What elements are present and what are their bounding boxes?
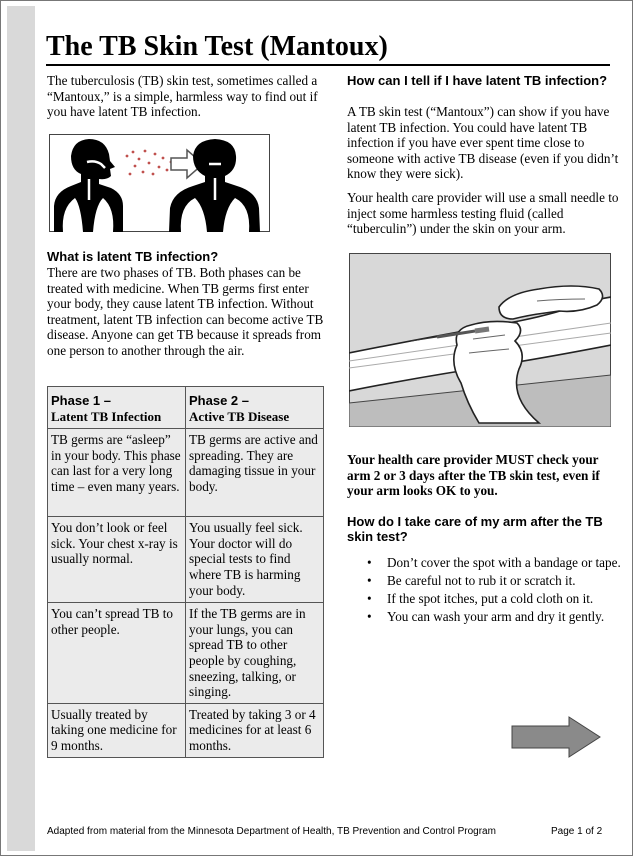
latent-heading: What is latent TB infection?: [47, 249, 219, 264]
table-cell: You usually feel sick. Your doctor will do special tests to find where TB is harming your body.: [186, 517, 324, 603]
intro-paragraph: The tuberculosis (TB) skin test, sometimes called a “Mantoux,” is a simple, harmless way to find out if you have latent TB infection.: [47, 73, 318, 120]
must-check-note: Your health care provider MUST check your arm 2 or 3 days after the TB skin test, even if your arm looks OK to you.: [347, 452, 600, 499]
table-cell: If the TB germs are in your lungs, you can spread TB to other people by coughing, sneezing, talking, or singing.: [186, 603, 324, 704]
table-cell: Treated by taking 3 or 4 medicines for at least 6 months.: [186, 703, 324, 757]
title-rule: [46, 64, 610, 66]
footer-source: Adapted from material from the Minnesota Department of Health, TB Prevention and Control Program: [47, 826, 496, 837]
phase1-header: Phase 1 – Latent TB Infection: [48, 387, 186, 429]
skin-test-injection-illustration: [349, 253, 611, 427]
table-row: [48, 703, 324, 757]
table-cell: You can’t spread TB to other people.: [48, 603, 186, 704]
page-number: Page 1 of 2: [551, 826, 603, 837]
list-item: • Don’t cover the spot with a bandage or tape.: [367, 555, 621, 570]
tell-heading: How can I tell if I have latent TB infection?: [347, 73, 608, 88]
table-row: [48, 429, 324, 517]
care-list: [347, 555, 622, 627]
table-header-row: [48, 387, 324, 429]
tell-body-2: Your health care provider will use a small needle to inject some harmless testing fluid (called “tuberculin”) under the skin on your arm.: [347, 190, 619, 237]
care-heading: How do I take care of my arm after the TB skin test?: [347, 514, 603, 544]
latent-body: There are two phases of TB. Both phases can be treated with medicine. When TB germs first enter your body, they cause latent TB infection. Without treatment, latent TB infection can become active TB disease. Anyone can get TB because it spreads from one person to another through the air.: [47, 265, 324, 358]
table-cell: Usually treated by taking one medicine for 9 months.: [48, 703, 186, 757]
table-row: [48, 517, 324, 603]
sidebar-bar: [7, 6, 35, 851]
list-item: • Be careful not to rub it or scratch it.: [367, 573, 576, 589]
list-item: • You can wash your arm and dry it gently.: [367, 609, 605, 625]
table-cell: TB germs are active and spreading. They are damaging tissue in your body.: [186, 429, 324, 517]
page-title: The TB Skin Test (Mantoux): [46, 31, 388, 62]
next-page-arrow-icon[interactable]: [511, 716, 601, 758]
list-item: • If the spot itches, put a cold cloth on it.: [367, 591, 594, 607]
tb-transmission-illustration: [49, 134, 270, 232]
table-cell: You don’t look or feel sick. Your chest x-ray is usually normal.: [48, 517, 186, 603]
tell-body-1: A TB skin test (“Mantoux”) can show if you have latent TB infection. You could have latent TB infection if you have ever spent time close to someone with active TB disease (even if you didn’t know they were sick).: [347, 104, 619, 182]
phase2-header: Phase 2 – Active TB Disease: [186, 387, 324, 429]
phase-table: [47, 386, 324, 758]
table-cell: TB germs are “asleep” in your body. This phase can last for a very long time – even many years.: [48, 429, 186, 517]
table-row: [48, 603, 324, 704]
